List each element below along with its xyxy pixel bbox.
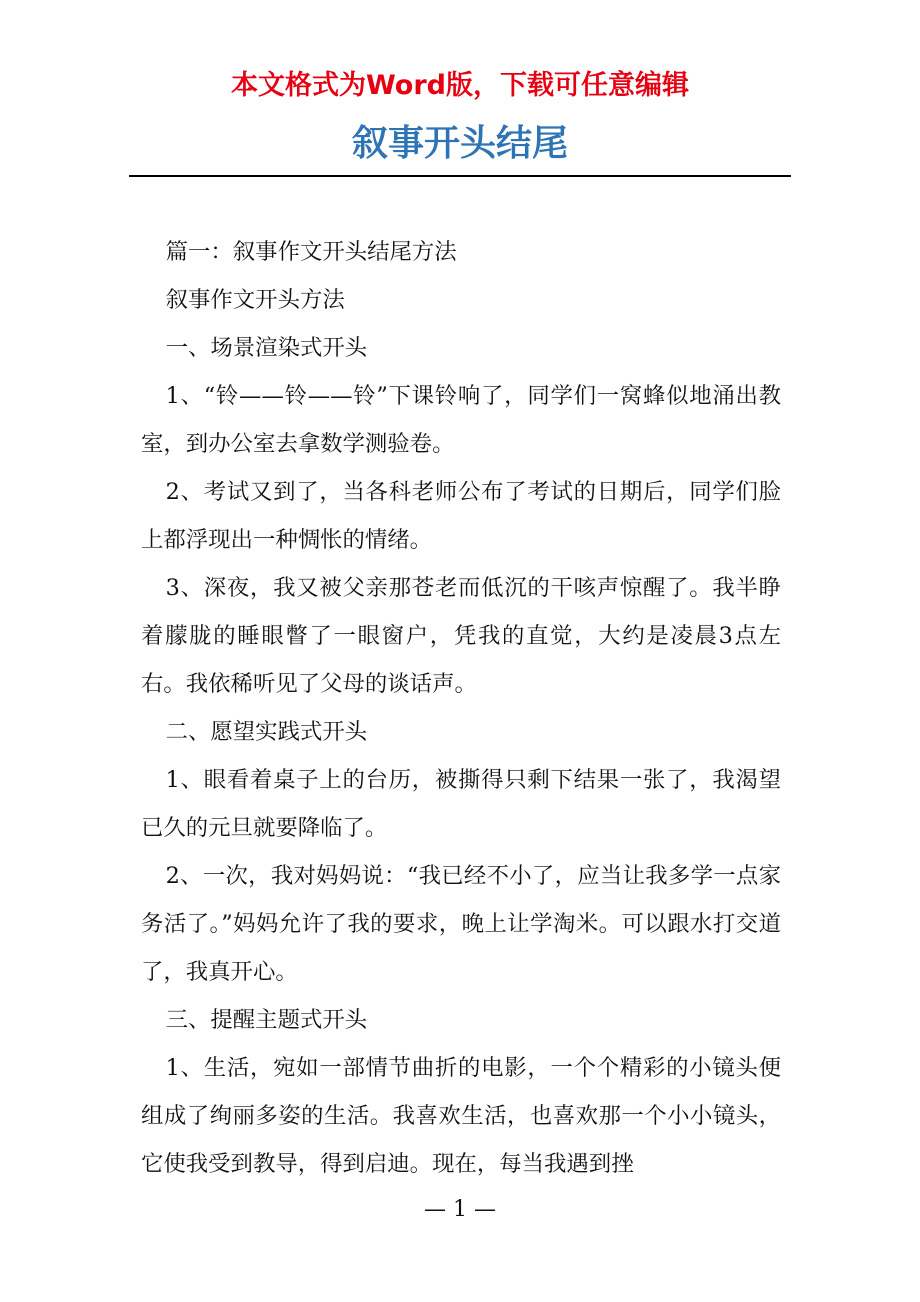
- title-divider: [129, 175, 791, 177]
- page-number: — 1 —: [424, 1197, 496, 1222]
- subsection-heading: 叙事作文开头方法: [165, 287, 345, 313]
- body-paragraph: 1、生活，宛如一部情节曲折的电影，一个个精彩的小镜头便组成了绚丽多姿的生活。我喜欢生活，也喜欢那一个小小镜头，它使我受到教导，得到启迪。现在，每当我遇到挫: [141, 1055, 781, 1177]
- subsection-heading: 三、提醒主题式开头: [165, 1007, 368, 1033]
- body-paragraph: 1、“铃——铃——铃”下课铃响了，同学们一窝蜂似地涌出教室，到办公室去拿数学测验卷。: [141, 383, 781, 457]
- format-notice: 本文格式为Word版，下载可任意编辑: [230, 70, 689, 101]
- document-body: [141, 228, 781, 1188]
- body-paragraph: 2、考试又到了，当各科老师公布了考试的日期后，同学们脸上都浮现出一种惆怅的情绪。: [141, 479, 781, 553]
- body-paragraph: 1、眼看着桌子上的台历，被撕得只剩下结果一张了，我渴望已久的元旦就要降临了。: [141, 767, 781, 841]
- subsection-heading: 二、愿望实践式开头: [165, 719, 368, 745]
- body-paragraph: 2、一次，我对妈妈说：“我已经不小了，应当让我多学一点家务活了。”妈妈允许了我的要求，晚上让学淘米。可以跟水打交道了，我真开心。: [141, 863, 781, 985]
- document-title: 叙事开头结尾: [351, 123, 568, 164]
- section-heading: 篇一：叙事作文开头结尾方法: [165, 239, 457, 265]
- subsection-heading: 一、场景渲染式开头: [165, 335, 368, 361]
- body-paragraph: 3、深夜，我又被父亲那苍老而低沉的干咳声惊醒了。我半睁着朦胧的睡眼瞥了一眼窗户，凭我的直觉，大约是凌晨3点左右。我依稀听见了父母的谈话声。: [141, 575, 781, 697]
